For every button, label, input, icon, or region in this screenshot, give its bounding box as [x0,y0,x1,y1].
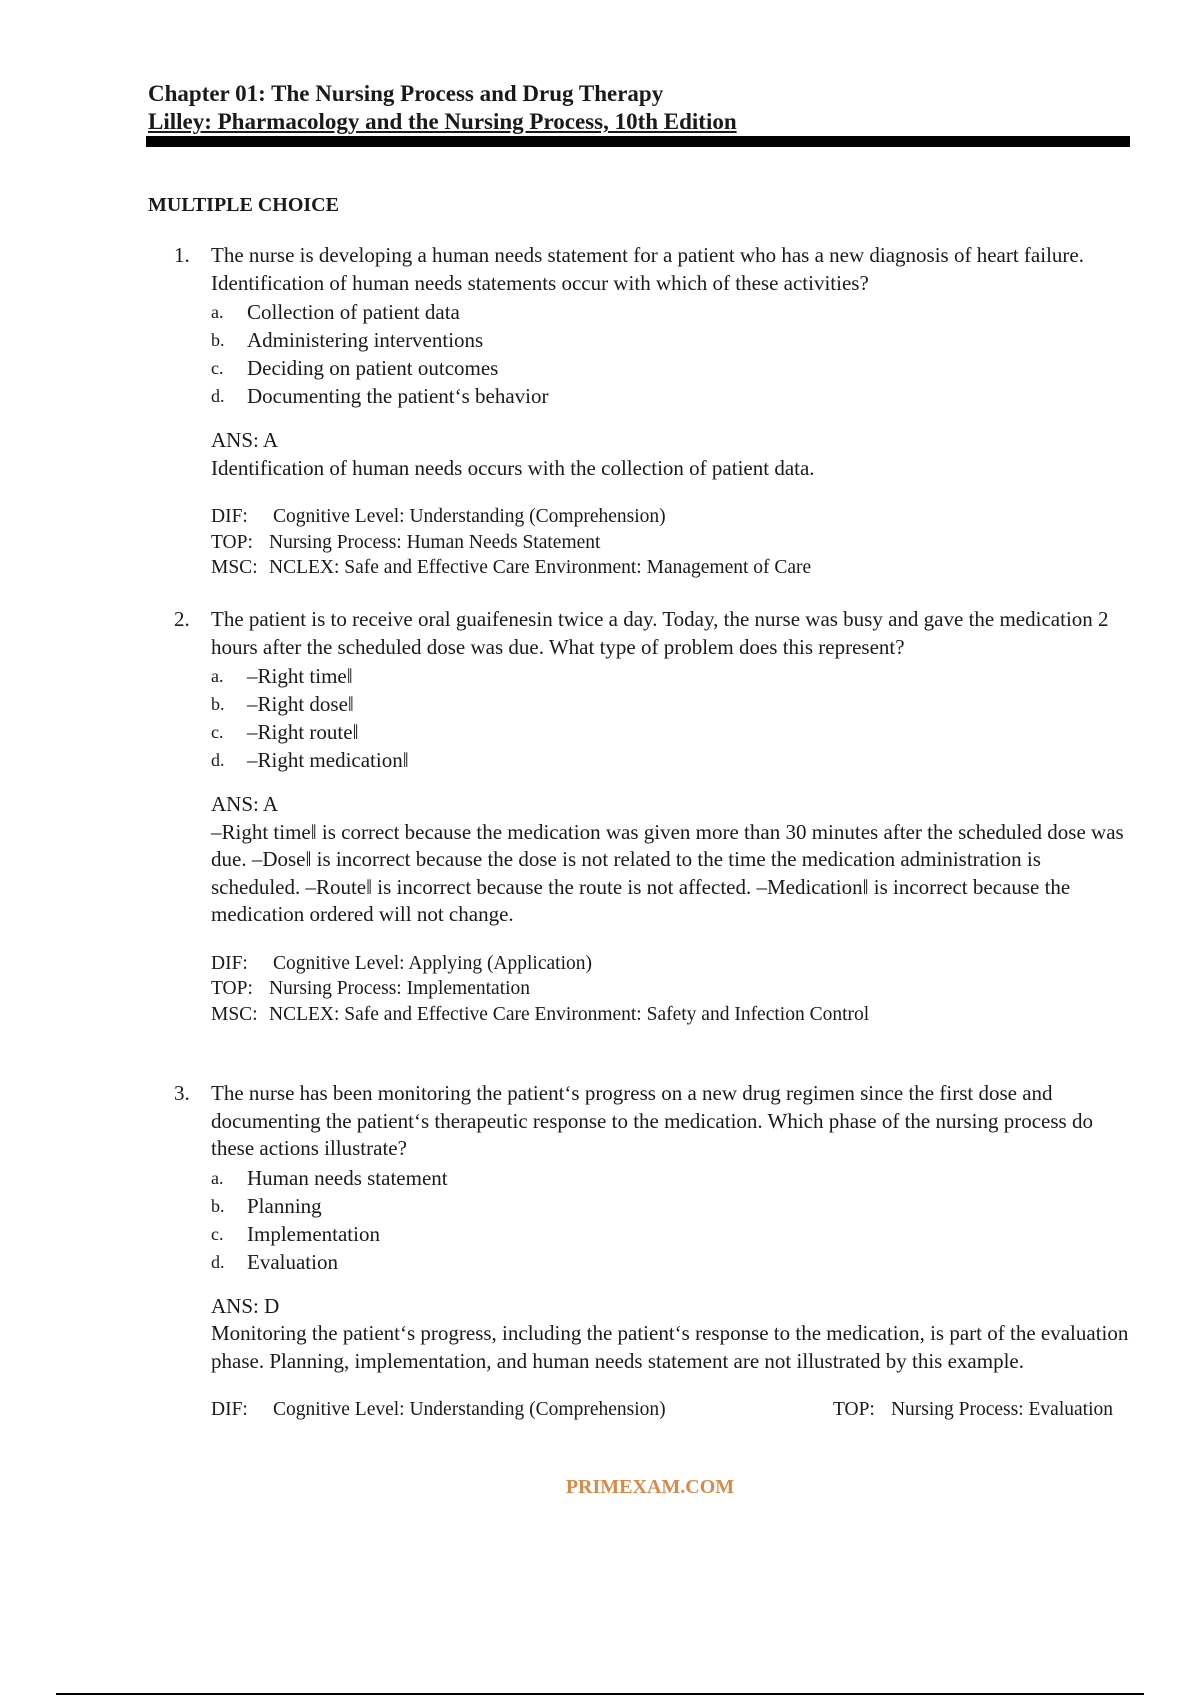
question-1 [174,242,1134,581]
top-label: TOP: [211,531,253,553]
top-value: Nursing Process: Evaluation [890,1399,1113,1420]
option-b [211,690,1134,718]
option-a [211,662,1134,690]
book-title: Lilley: Pharmacology and the Nursing Process, 10th Edition [148,109,737,134]
dif-label: DIF: [211,506,248,527]
msc-value: NCLEX: Safe and Effective Care Environment: Safety and Infection Control [269,1003,870,1025]
option-d [211,382,1134,410]
option-c [211,718,1134,746]
options-list [211,298,1134,410]
answer-key: ANS: D [211,1293,280,1318]
dif-value: Cognitive Level: Understanding (Comprehension) [273,1399,666,1420]
options-list [211,662,1134,774]
options-list [211,1164,1134,1276]
option-d [211,1248,1134,1276]
top-value: Nursing Process: Human Needs Statement [269,531,601,553]
answer-explanation: –Right time‖ is correct because the medication was given more than 30 minutes after the scheduled dose was due. –Dose‖ is incorrect because the dose is not related to the time the medication administration is scheduled. –Route‖ is incorrect because the route is not affected. –Medication‖ is incorrect because the medication ordered will not change. [211,819,1124,926]
answer-explanation: Monitoring the patient‘s progress, including the patient‘s response to the medication, is part of the evaluation phase. Planning, implementation, and human needs statement are not illustrated by this example. [211,1321,1129,1373]
option-text: Administering interventions [247,328,484,352]
option-a [211,1164,1134,1192]
msc-label: MSC: [211,1003,258,1025]
option-text: Documenting the patient‘s behavior [247,384,549,408]
question-text: The nurse is developing a human needs statement for a patient who has a new diagnosis of heart failure. Identification of human needs statements occur with which of these activities? [211,243,1084,295]
option-letter: a. [211,302,224,322]
option-letter: c. [211,358,224,378]
header-rule [146,136,1130,147]
option-letter: c. [211,722,224,742]
msc-label: MSC: [211,557,258,578]
question-metadata [211,951,1134,1028]
dif-label: DIF: [211,952,248,974]
option-c [211,1220,1134,1248]
option-text: Evaluation [247,1249,338,1274]
option-letter: d. [211,1251,225,1272]
option-text: –Right time‖ [247,664,353,688]
footer-watermark[interactable]: PRIMEXAM.COM [565,1476,735,1498]
option-letter: d. [211,750,225,770]
dif-label: DIF: [211,1399,248,1420]
option-text: Human needs statement [247,1165,448,1190]
option-text: Planning [247,1193,322,1218]
option-a [211,298,1134,326]
question-number: 2. [174,607,190,631]
msc-value: NCLEX: Safe and Effective Care Environment: Management of Care [269,557,812,578]
question-text: The nurse has been monitoring the patient‘s progress on a new drug regimen since the first dose and documenting the patient‘s therapeutic response to the medication. Which phase of the nursing process do these actions illustrate? [211,1081,1093,1160]
bottom-rule [56,1693,1144,1695]
option-b [211,1192,1134,1220]
top-value: Nursing Process: Implementation [269,978,531,999]
option-d [211,746,1134,774]
option-letter: a. [211,1167,224,1188]
question-3 [174,1080,1134,1423]
option-letter: d. [211,386,225,406]
question-number: 1. [174,243,190,267]
option-letter: c. [211,1223,224,1244]
option-c [211,354,1134,382]
option-letter: b. [211,694,225,714]
question-number: 3. [174,1081,190,1105]
top-label: TOP: [211,978,253,999]
option-letter: b. [211,330,225,350]
question-text: The patient is to receive oral guaifenesin twice a day. Today, the nurse was busy and gave the medication 2 hours after the scheduled dose was due. What type of problem does this represent? [211,607,1109,659]
option-text: –Right medication‖ [247,748,409,772]
chapter-title: Chapter 01: The Nursing Process and Drug Therapy [148,81,664,106]
section-title: MULTIPLE CHOICE [148,194,339,216]
option-b [211,326,1134,354]
question-metadata [211,1397,1113,1423]
top-label: TOP: [832,1399,875,1420]
option-text: Collection of patient data [247,300,460,324]
option-text: Implementation [247,1221,380,1246]
question-metadata [211,504,1134,581]
option-letter: b. [211,1195,225,1216]
option-text: Deciding on patient outcomes [247,356,499,380]
answer-key: ANS: A [211,792,279,816]
option-letter: a. [211,666,224,686]
dif-value: Cognitive Level: Applying (Application) [273,952,592,974]
answer-explanation: Identification of human needs occurs with the collection of patient data. [211,455,815,480]
answer-key: ANS: A [211,428,279,452]
dif-value: Cognitive Level: Understanding (Comprehension) [273,506,666,527]
option-text: –Right route‖ [247,720,359,744]
option-text: –Right dose‖ [247,692,354,716]
question-2 [174,606,1134,1027]
